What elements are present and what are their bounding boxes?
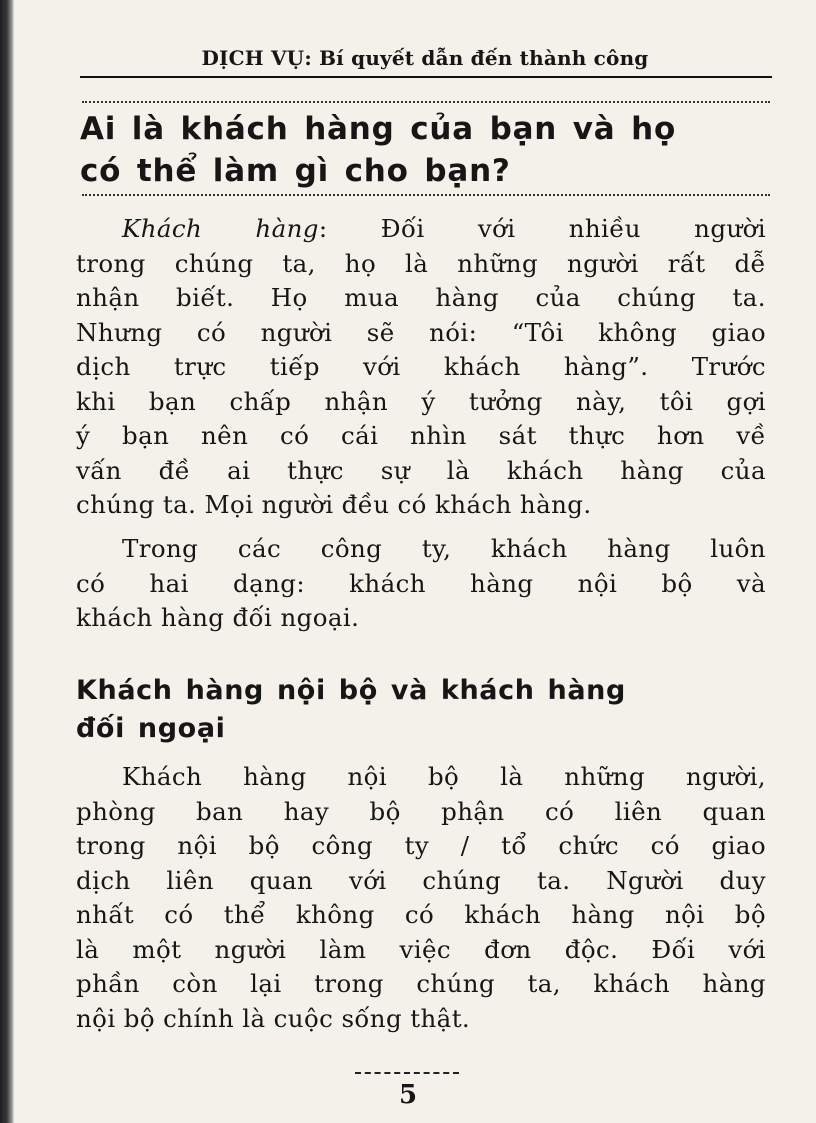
paragraph-line: dịch liên quan với chúng ta. Người duy <box>76 865 766 895</box>
paragraph-line: vấn đề ai thực sự là khách hàng của <box>76 455 766 485</box>
header-rule <box>80 76 772 78</box>
paragraph-line: là một người làm việc đơn độc. Đối với <box>76 934 766 964</box>
section-title-line: Ai là khách hàng của bạn và họ <box>80 111 677 147</box>
paragraph-line: Nhưng có người sẽ nói: “Tôi không giao <box>76 317 766 347</box>
paragraph-line: ý bạn nên có cái nhìn sát thực hơn về <box>76 421 766 450</box>
folio-rule <box>355 1072 459 1074</box>
paragraph-line: khách hàng đối ngoại. <box>76 603 360 632</box>
paragraph-line: trong chúng ta, họ là những người rất dễ <box>76 248 766 278</box>
paragraph-line: phòng ban hay bộ phận có liên quan <box>76 796 766 826</box>
section-title-line: có thể làm gì cho bạn? <box>80 153 511 189</box>
paragraph-line: phần còn lại trong chúng ta, khách hàng <box>76 969 766 998</box>
paragraph-line: nhận biết. Họ mua hàng của chúng ta. <box>76 283 766 312</box>
paragraph-line: dịch trực tiếp với khách hàng”. Trước <box>76 352 766 381</box>
paragraph-line: Trong các công ty, khách hàng luôn <box>122 534 766 563</box>
paragraph-customer-definition <box>76 212 766 523</box>
paragraph-line: khi bạn chấp nhận ý tưởng này, tôi gợi <box>76 386 766 416</box>
title-bottom-dotted-rule <box>82 194 770 196</box>
paragraph-line: nội bộ chính là cuộc sống thật. <box>76 1003 471 1033</box>
paragraph-line <box>76 212 766 247</box>
paragraph-internal-customers <box>76 760 766 1036</box>
paragraph-customer-types <box>76 532 766 636</box>
paragraph-line: Khách hàng nội bộ là những người, <box>122 762 766 791</box>
title-top-dotted-rule <box>82 101 770 103</box>
paragraph-line: nhất có thể không có khách hàng nội bộ <box>76 900 766 929</box>
section-title-customers <box>80 108 780 192</box>
paragraph-line: chúng ta. Mọi người đều có khách hàng. <box>76 490 592 519</box>
section-title-line: Khách hàng nội bộ và khách hàng <box>76 675 626 706</box>
paragraph-line-rest: : Đối với nhiều người <box>318 214 767 243</box>
section-title-line: đối ngoại <box>76 713 226 744</box>
page-number: 5 <box>398 1080 418 1110</box>
italic-term: Khách hàng <box>122 214 319 243</box>
running-header: DỊCH VỤ: Bí quyết dẫn đến thành công <box>201 46 649 70</box>
section-title-internal-external <box>76 672 776 748</box>
paragraph-line: có hai dạng: khách hàng nội bộ và <box>76 568 766 598</box>
paragraph-line: trong nội bộ công ty / tổ chức có giao <box>76 831 766 860</box>
